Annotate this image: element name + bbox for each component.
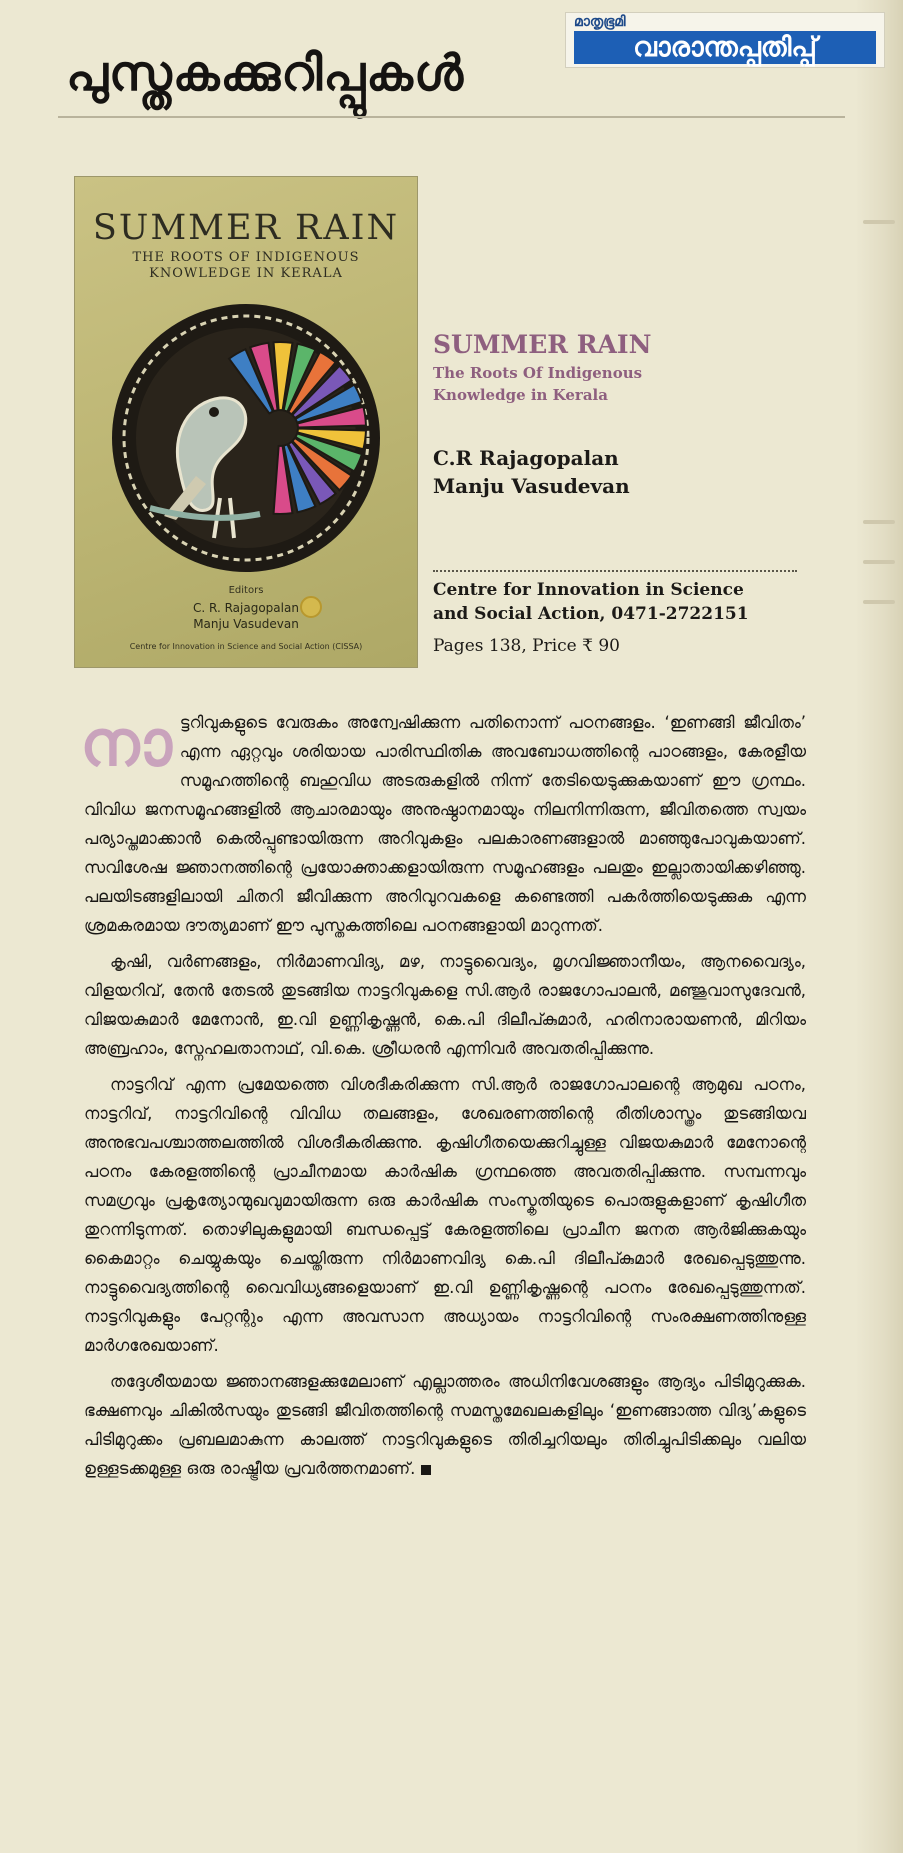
drop-cap: നാ [80,707,170,781]
author-1: C.R Rajagopalan [433,446,619,470]
adjacent-page-edge [855,0,903,1853]
cover-publisher: Centre for Innovation in Science and Social Action (CISSA) [129,642,363,651]
cover-editor2: Manju Vasudevan [193,617,299,631]
cover-subtitle-line1: THE ROOTS OF INDIGENOUS [132,250,360,265]
book-publisher [433,578,749,626]
end-mark-icon [421,1465,431,1475]
publisher-line1: Centre for Innovation in Science [433,580,744,600]
publisher-logo-icon [300,596,322,618]
cover-editor1: C. R. Rajagopalan [193,601,299,615]
book-authors [433,444,630,500]
title-rule [58,116,845,118]
article-body [80,707,806,1490]
book-subtitle-line2: Knowledge in Kerala [433,386,608,404]
book-subtitle-line1: The Roots Of Indigenous [433,364,643,382]
cover-title: SUMMER RAIN [92,208,400,248]
masthead-supplement-name: വാരാന്തപ്പതിപ്പ് [574,31,876,64]
book-subtitle [433,362,642,406]
masthead-brand: മാതൃഭൂമി [574,14,626,30]
peacock-artwork [110,302,382,574]
section-title: പുസ്തകക്കുറിപ്പുകൾ [66,45,465,102]
dotted-divider [433,570,797,572]
cover-editor-names [74,600,418,632]
cover-editors-label: Editors [228,585,264,596]
pages-price: Pages 138, Price ₹ 90 [433,636,620,656]
book-cover-image [74,176,418,668]
cover-subtitle [74,250,418,282]
publisher-line2: and Social Action, 0471-2722151 [433,604,749,624]
book-title: SUMMER RAIN [433,330,652,359]
paragraph-3: നാട്ടറിവ് എന്ന പ്രമേയത്തെ വിശദീകരിക്കുന്ന സി.ആർ രാജഗോപാലന്റെ ആമുഖ പഠനം, നാട്ടറിവ്, നാട്ടറിവിന്റെ വിവിധ തലങ്ങളം, ശേഖരണത്തിന്റെ രീതിശാസ്ത്രം തുടങ്ങിയവ അനുഭവപശ്ചാത്തലത്തിൽ വിശദീകരിക്കുന്നു. കൃഷിഗീതയെക്കുറിച്ചുള്ള വിജയകുമാർ മേനോന്റെ പഠനം കേരളത്തിന്റെ പ്രാചീനമായ കാർഷിക ഗ്രന്ഥത്തെ അവതരിപ്പിക്കുന്നു. സമ്പന്നവും സമഗ്രവും പ്രകൃത്യോന്മുഖവുമായിരുന്ന ഒരു കാർഷിക സംസ്കൃതിയുടെ പൊരുളുകളാണ് കൃഷിഗീത തുറന്നിടുന്നത്. തൊഴിലുകളുമായി ബന്ധപ്പെട്ട് കേരളത്തിലെ പ്രാചീന ജനത ആർജിക്കുകയും കൈമാറ്റം ചെയ്യുകയും ചെയ്തിരുന്ന നിർമാണവിദ്യ കെ.പി ദിലീപ്കുമാർ രേഖപ്പെടുത്തുന്നു. നാട്ടുവൈദ്യത്തിന്റെ വൈവിധ്യങ്ങളെയാണ് ഇ.വി ഉണ്ണികൃഷ്ണന്റെ പഠനം രേഖപ്പെടുത്തുന്നത്. നാട്ടറിവുകളും പേറ്റന്റും എന്ന അവസാന അധ്യായം നാട്ടറിവിന്റെ സംരക്ഷണത്തിനുള്ള മാർഗരേഖയാണ്. [84,1075,806,1355]
masthead-logo [565,12,885,68]
paragraph-2: കൃഷി, വർണങ്ങളം, നിർമാണവിദ്യ, മഴ, നാട്ടുവൈദ്യം, മൃഗവിജ്ഞാനീയം, ആനവൈദ്യം, വിളയറിവ്, തേൻ തേടൽ തുടങ്ങിയ നാട്ടറിവുകളെ സി.ആർ രാജഗോപാലൻ, മഞ്ജുവാസുദേവൻ, വിജയകുമാർ മേനോൻ, ഇ.വി ഉണ്ണികൃഷ്ണൻ, കെ.പി ദിലീപ്കുമാർ, ഹരിനാരായണൻ, മിറിയം അബ്രഹാം, സ്നേഹലതാനാഥ്, വി.കെ. ശ്രീധരൻ എന്നിവർ അവതരിപ്പിക്കുന്നു. [84,952,806,1058]
cover-subtitle-line2: KNOWLEDGE IN KERALA [149,266,343,281]
paragraph-1 [80,707,806,940]
paragraph-4-text: തദ്ദേശീയമായ ജ്ഞാനങ്ങളക്കുമേലാണ് എല്ലാത്തരം അധിനിവേശങ്ങളും ആദ്യം പിടിമുറുക്കുക. ഭക്ഷണവും ചികിൽസയും തുടങ്ങി ജീവിതത്തിന്റെ സമസ്തമേഖലകളിലും ‘ഇണങ്ങാത്ത വിദ്യ’കളുടെ പിടിമുറുക്കം പ്രബലമാകുന്ന കാലത്ത് നാട്ടറിവുകളുടെ തിരിച്ചറിയലും തിരിച്ചുപിടിക്കലും വലിയ ഉള്ളടക്കമുള്ള ഒരു രാഷ്ട്രീയ പ്രവർത്തനമാണ്. [84,1372,806,1478]
paragraph-4 [84,1367,806,1483]
author-2: Manju Vasudevan [433,474,630,498]
paragraph-1-text: ട്ടറിവുകളുടെ വേരുകം അന്വേഷിക്കുന്ന പതിനൊന്ന് പഠനങ്ങളം. ‘ഇണങ്ങി ജീവിതം’ എന്ന ഏറ്റവും ശരിയായ പാരിസ്ഥിതിക അവബോധത്തിന്റെ പാഠങ്ങളം, കേരളീയ സമൂഹത്തിന്റെ ബഹുവിധ അടരുകളിൽ നിന്ന് തേടിയെടുക്കുകയാണ് ഈ ഗ്രന്ഥം. വിവിധ ജനസമൂഹങ്ങളിൽ ആചാരമായും അനുഷ്ഠാനമായും നിലനിന്നിരുന്ന, ജീവിതത്തെ സ്വയം പര്യാപ്തമാക്കാൻ കെൽപ്പുണ്ടായിരുന്ന അറിവുകളം പലകാരണങ്ങളാൽ മാഞ്ഞുപോവുകയാണ്. സവിശേഷ ജ്ഞാനത്തിന്റെ പ്രയോക്താക്കളായിരുന്ന സമൂഹങ്ങളം പലതും ഇല്ലാതായിക്കഴിഞ്ഞു. പലയിടങ്ങളിലായി ചിതറി ജീവിക്കുന്ന അറിവുറവകളെ കണ്ടെത്തി പകർത്തിയെടുക്കുക എന്ന ശ്രമകരമായ ദൗത്യമാണ് ഈ പുസ്തകത്തിലെ പഠനങ്ങളായി മാറുന്നത്. [84,713,806,935]
